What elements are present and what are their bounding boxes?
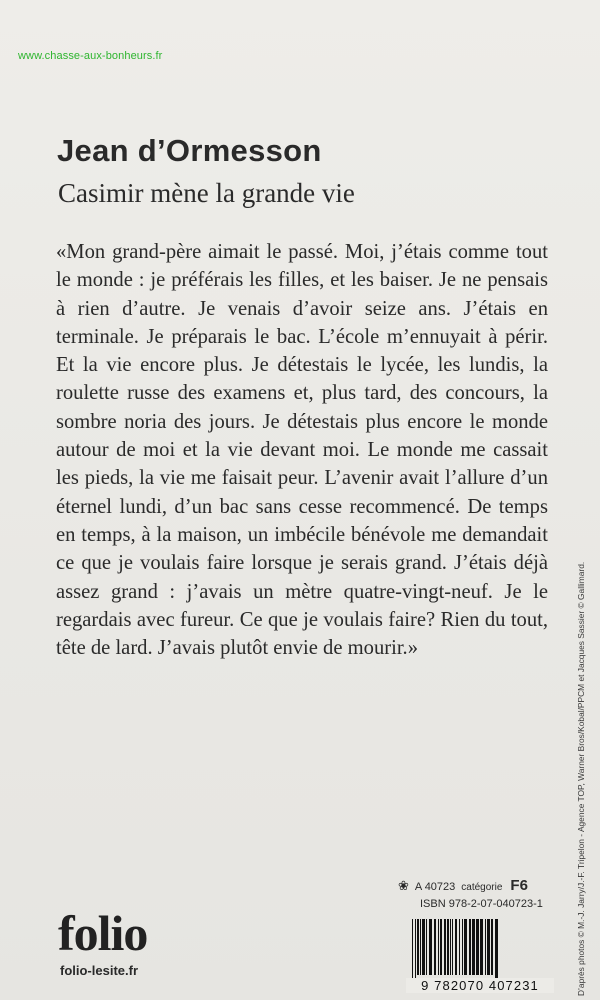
barcode-bar	[480, 919, 483, 975]
barcode-bars	[406, 917, 554, 979]
barcode-bar	[495, 919, 498, 979]
barcode-bar	[472, 919, 475, 975]
barcode-number: 9 782070 407231	[406, 978, 554, 993]
barcode-bar	[417, 919, 419, 975]
author-name: Jean d’Ormesson	[57, 133, 322, 168]
barcode-bar	[487, 919, 490, 975]
barcode	[406, 917, 554, 995]
barcode-bar	[476, 919, 479, 975]
barcode-bar	[469, 919, 471, 975]
barcode-bar	[491, 919, 493, 975]
barcode-bar	[462, 919, 463, 975]
barcode-bar	[440, 919, 442, 975]
barcode-bar	[444, 919, 446, 975]
category-label: catégorie	[461, 882, 503, 893]
barcode-bar	[464, 919, 467, 975]
folio-logo: folio	[58, 905, 148, 961]
barcode-bar	[438, 919, 439, 975]
barcode-bar	[415, 919, 416, 979]
barcode-bar	[420, 919, 421, 975]
isbn: ISBN 978-2-07-040723-1	[420, 898, 543, 910]
barcode-bar	[412, 919, 413, 979]
catalog-info	[398, 877, 528, 894]
barcode-bar	[459, 919, 460, 975]
barcode-bar	[434, 919, 436, 975]
photo-credits: D’après photos © M.-J. Jarry/J.-F. Tripelon - Agence TOP, Warner Bros/Kobal/PPCM et Jacques Sassier © Gallimard.	[576, 561, 586, 996]
barcode-bar	[447, 919, 449, 975]
barcode-bar	[426, 919, 427, 975]
mini-book-icon: ❀	[398, 878, 409, 893]
publisher-website: folio-lesite.fr	[60, 963, 139, 978]
watermark-url: www.chasse-aux-bonheurs.fr	[18, 50, 163, 62]
barcode-bar	[429, 919, 432, 975]
catalog-reference: A 40723	[414, 881, 456, 893]
barcode-bar	[452, 919, 453, 975]
category-code: F6	[510, 877, 528, 894]
barcode-bar	[422, 919, 425, 975]
barcode-bar	[450, 919, 451, 975]
barcode-bar	[455, 919, 457, 975]
barcode-bar	[485, 919, 486, 975]
book-title: Casimir mène la grande vie	[58, 178, 355, 208]
excerpt-text: «Mon grand-père aimait le passé. Moi, j’étais comme tout le monde : je préférais les filles, et les baiser. Je ne pensais à rien d’autre. Je venais d’avoir seize ans. J’étais en terminale. Je préparais le bac. L’école m’ennuyait à périr. Et la vie encore plus. Je détestais le lycée, les lundis, la roulette russe des examens et, plus tard, des concours, la sombre noria des jours. Je détestais plus encore le monde autour de moi et la vie devant moi. Le monde me cassait les pieds, la vie me faisait peur. L’avenir avait l’allure d’un éternel lundi, d’un bac sans cesse recommencé. De temps en temps, à la maison, un imbécile bénévole me demandait ce que je voulais faire lorsque je serais grand. J’étais déjà assez grand : j’avais un mètre quatre-vingt-neuf. Je le regardais avec fureur. Ce que je voulais faire? Rien du tout, tête de lard. J’avais plutôt envie de mourir.»	[56, 241, 548, 660]
